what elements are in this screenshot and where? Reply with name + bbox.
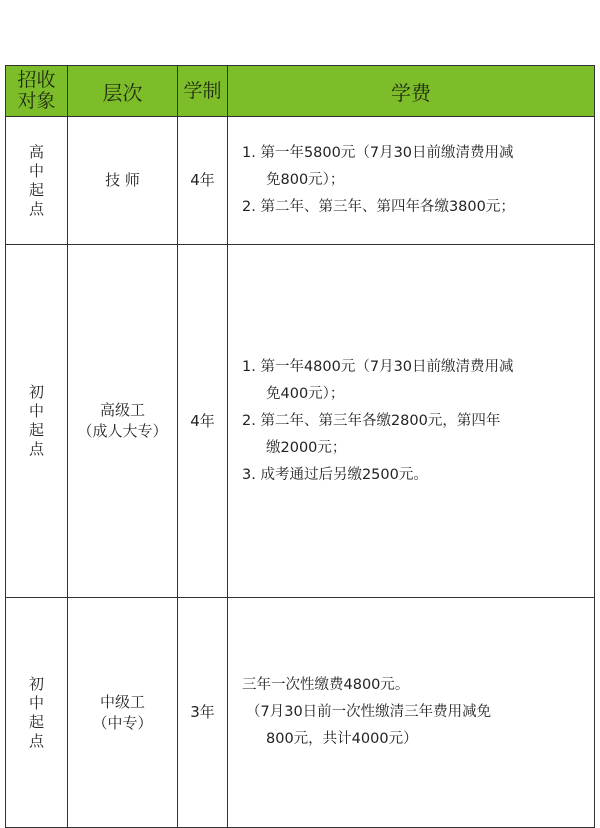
duration-cell: 4年: [178, 117, 228, 245]
level-cell-sub: （中专）: [92, 713, 153, 732]
header-target: 招收对象: [6, 66, 68, 117]
duration-cell: 4年: [178, 245, 228, 598]
fee-line: 1. 第一年4800元（7月30日前缴清费用减: [242, 358, 514, 375]
fee-line: 1. 第一年5800元（7月30日前缴清费用减: [242, 145, 514, 161]
table-row: [6, 598, 595, 828]
table-row: [6, 117, 595, 245]
fee-line: （7月30日前一次性缴清三年费用减免: [246, 704, 492, 720]
fee-line: 缴2000元；: [266, 439, 347, 456]
header-fee: 学费: [228, 66, 595, 117]
fee-line: 800元，共计4000元）: [266, 731, 418, 747]
header-row: [6, 66, 595, 117]
table-row: [6, 245, 595, 598]
fee-cell: [228, 598, 595, 828]
tuition-table: [5, 65, 595, 828]
header-duration: 学制: [178, 66, 228, 117]
fee-line: 2. 第二年、第三年各缴2800元，第四年: [242, 412, 501, 429]
level-cell-sub: （成人大专）: [77, 422, 168, 440]
header-level: 层次: [68, 66, 178, 117]
fee-line: 免800元）；: [266, 172, 345, 188]
fee-line: 2. 第二年、第三年、第四年各缴3800元；: [242, 199, 515, 215]
level-cell: 中级工: [99, 692, 145, 711]
target-cell: 初中起点: [29, 674, 45, 750]
target-cell: 高中起点: [29, 142, 45, 218]
level-cell: 高级工: [99, 401, 145, 419]
fee-line: 3. 成考通过后另缴2500元。: [242, 466, 428, 483]
duration-cell: 3年: [178, 598, 228, 828]
level-cell: 技 师: [105, 171, 140, 189]
fee-cell: [228, 117, 595, 245]
fee-line: 免400元）；: [266, 385, 345, 402]
fee-cell: [228, 245, 595, 598]
target-cell: 初中起点: [29, 383, 45, 458]
fee-line: 三年一次性缴费4800元。: [242, 677, 410, 693]
